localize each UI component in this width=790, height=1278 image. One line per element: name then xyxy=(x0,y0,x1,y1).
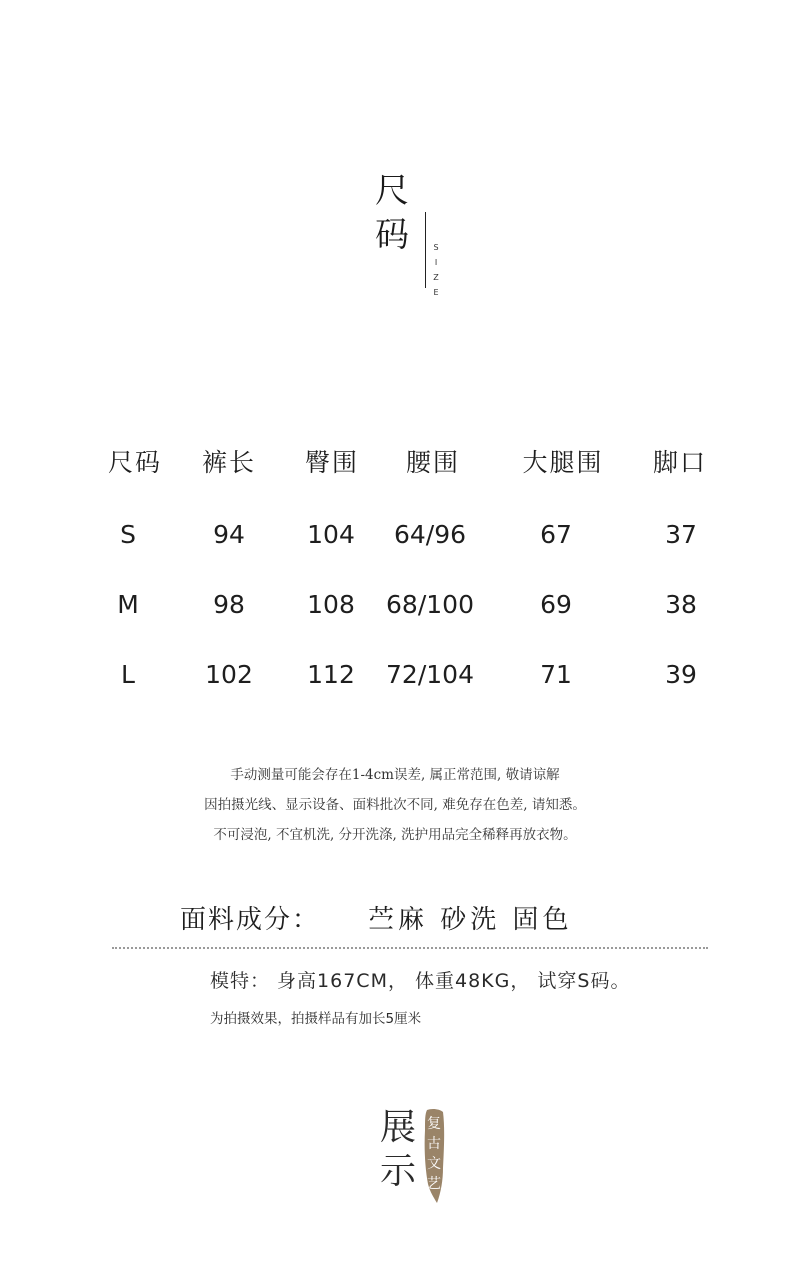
stamp-text xyxy=(424,1114,444,1194)
note-line: 不可浸泡, 不宜机洗, 分开洗涤, 洗护用品完全稀释再放衣物。 xyxy=(213,827,577,843)
size-en-letter: Z xyxy=(433,273,439,282)
table-cell-size: S xyxy=(120,520,136,549)
fabric-label: 面料成分： xyxy=(180,905,321,935)
table-header-hip: 臀围 xyxy=(304,448,360,477)
dotted-divider xyxy=(112,947,708,949)
stamp-char: 复 xyxy=(427,1116,441,1132)
table-cell-hem: 38 xyxy=(665,590,697,619)
stamp-char: 艺 xyxy=(427,1176,441,1192)
table-header-thigh: 大腿围 xyxy=(522,448,604,477)
fabric-value: 苎麻 砂洗 固色 xyxy=(368,905,573,935)
table-cell-thigh: 69 xyxy=(540,590,572,619)
table-cell-thigh: 67 xyxy=(540,520,572,549)
care-notes xyxy=(0,764,790,854)
table-header-size: 尺码 xyxy=(107,448,163,477)
table-cell-hip: 108 xyxy=(307,590,355,619)
model-info: 模特： 身高167CM， 体重48KG， 试穿S码。 xyxy=(210,970,631,992)
table-header-waist: 腰围 xyxy=(405,448,461,477)
display-title-char-1: 展 xyxy=(380,1107,417,1148)
table-cell-length: 94 xyxy=(213,520,245,549)
size-title-char-2: 码 xyxy=(375,215,409,255)
table-cell-length: 102 xyxy=(205,660,253,689)
sample-length-note: 为拍摄效果，拍摄样品有加长5厘米 xyxy=(210,1011,422,1027)
fabric-composition xyxy=(180,900,680,940)
table-cell-waist: 72/104 xyxy=(386,660,474,689)
table-cell-waist: 64/96 xyxy=(393,520,467,549)
size-en-letter: I xyxy=(434,258,438,267)
display-section-title xyxy=(380,1108,460,1208)
stamp-char: 文 xyxy=(427,1156,441,1172)
table-header-length: 裤长 xyxy=(201,448,257,477)
display-title-char-2: 示 xyxy=(380,1151,417,1192)
table-cell-size: M xyxy=(117,590,139,619)
size-title-char-1: 尺 xyxy=(375,171,409,211)
size-title-divider xyxy=(425,212,426,288)
size-en-label xyxy=(431,240,441,300)
size-en-letter: E xyxy=(433,288,439,297)
table-header-hem: 脚口 xyxy=(652,448,708,477)
size-header xyxy=(375,170,455,300)
note-line: 因拍摄光线、显示设备、面料批次不同, 难免存在色差, 请知悉。 xyxy=(204,797,586,813)
table-cell-hem: 39 xyxy=(665,660,697,689)
table-cell-hip: 112 xyxy=(307,660,355,689)
table-cell-length: 98 xyxy=(213,590,245,619)
table-cell-waist: 68/100 xyxy=(386,590,474,619)
size-en-letter: S xyxy=(433,243,439,252)
table-cell-hem: 37 xyxy=(665,520,697,549)
table-cell-hip: 104 xyxy=(307,520,355,549)
table-cell-thigh: 71 xyxy=(540,660,572,689)
note-line: 手动测量可能会存在1-4cm误差, 属正常范围, 敬请谅解 xyxy=(230,767,560,783)
stamp-char: 古 xyxy=(427,1136,441,1152)
table-cell-size: L xyxy=(121,660,135,689)
